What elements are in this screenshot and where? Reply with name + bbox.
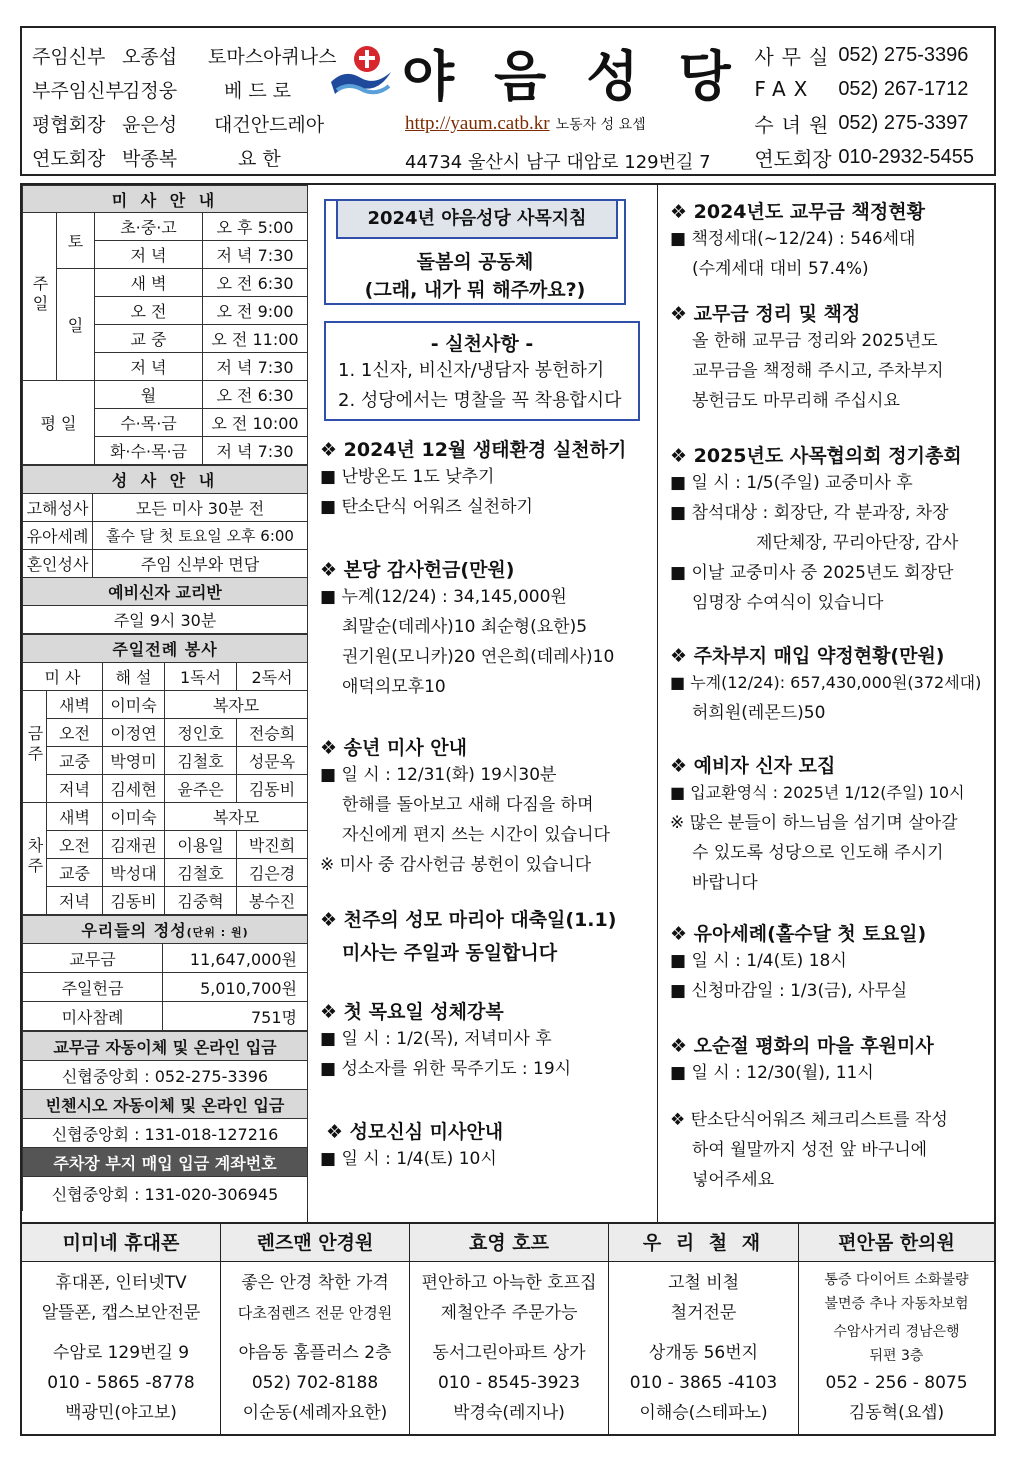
sacrament-value: 주임 신부와 면담 bbox=[93, 550, 308, 578]
notice-line: 올 한해 교무금 정리와 2025년도 bbox=[692, 331, 938, 351]
notice-title: ❖ 유아세례(홀수달 첫 토요일) bbox=[670, 923, 927, 945]
contact-row bbox=[754, 38, 974, 72]
sacrament-title: 성 사 안 내 bbox=[23, 466, 308, 494]
church-name: 야음성당 bbox=[402, 45, 771, 108]
liturgy-mass: 새벽 bbox=[47, 803, 103, 831]
ad-line: 박경숙(레지나) bbox=[453, 1403, 565, 1423]
staff-role: 주임신부 bbox=[32, 45, 106, 68]
staff-row bbox=[32, 38, 336, 72]
offering-value: 11,647,000원 bbox=[163, 944, 308, 973]
notice-catechumen-recruit bbox=[670, 751, 990, 898]
staff-role: 연도회장 bbox=[32, 147, 106, 170]
notice-benediction bbox=[320, 997, 653, 1084]
mass-time: 오 전 10:00 bbox=[203, 409, 308, 437]
notice-title: ❖ 본당 감사헌금(만원) bbox=[320, 559, 515, 581]
notice-title: ❖ 성모신심 미사안내 bbox=[326, 1121, 504, 1143]
next-week-label bbox=[23, 803, 47, 915]
offering-unit: (단위 : 원) bbox=[186, 926, 249, 939]
offering-name: 미사참례 bbox=[23, 1002, 163, 1031]
ad-line: 상개동 56번지 bbox=[648, 1343, 759, 1363]
liturgy-reader: 윤주은 bbox=[165, 775, 237, 803]
ad-line: 좋은 안경 착한 가격 bbox=[241, 1273, 389, 1293]
ad-title: 미미네 휴대폰 bbox=[22, 1224, 220, 1262]
mass-name: 수·목·금 bbox=[95, 409, 203, 437]
ad-line: 이순동(세례자요한) bbox=[242, 1403, 388, 1423]
staff-row bbox=[32, 72, 336, 106]
ad-line: 알뜰폰, 캡스보안전문 bbox=[41, 1303, 201, 1323]
account-title: 교무금 자동이체 및 온라인 입금 bbox=[23, 1032, 308, 1061]
mass-name: 새 벽 bbox=[95, 269, 203, 297]
notice-column-left bbox=[310, 185, 658, 1222]
notice-line: 제단체장, 꾸리아단장, 감사 bbox=[756, 533, 959, 553]
liturgy-mass: 오전 bbox=[47, 719, 103, 747]
ad-line: 김동혁(요셉) bbox=[848, 1403, 945, 1423]
sponsor-ads bbox=[20, 1224, 996, 1436]
ad-line: 제철안주 주문가능 bbox=[440, 1303, 578, 1323]
offering-table bbox=[22, 915, 308, 1031]
mass-time: 오 전 6:30 bbox=[203, 381, 308, 409]
contact-label: FAX bbox=[754, 77, 816, 101]
sacrament-name: 유아세례 bbox=[23, 522, 93, 550]
liturgy-commentator: 이미숙 bbox=[103, 691, 165, 719]
mass-name: 저 녁 bbox=[95, 241, 203, 269]
liturgy-reader: 김철호 bbox=[165, 859, 237, 887]
notice-title: ❖ 2025년도 사목협의회 정기총회 bbox=[670, 445, 962, 467]
notice-council-meeting bbox=[670, 441, 990, 618]
contact-label: 사무실 bbox=[754, 44, 837, 69]
notice-checklist bbox=[670, 1105, 990, 1195]
liturgy-reader: 김동비 bbox=[237, 775, 308, 803]
ad-line: 010 - 3865 -4103 bbox=[629, 1373, 778, 1393]
notice-year-end-mass bbox=[320, 733, 653, 880]
notice-line: ■ 일 시 : 1/4(토) 10시 bbox=[320, 1149, 497, 1169]
contact-value: 010-2932-5455 bbox=[838, 145, 974, 168]
mass-name: 초·중·고 bbox=[95, 213, 203, 241]
ad-phone-shop bbox=[22, 1224, 221, 1434]
ad-line: 다초점렌즈 전문 안경원 bbox=[237, 1304, 393, 1322]
notice-title: ❖ 2024년도 교무금 책정현황 bbox=[670, 201, 925, 223]
notice-line: 교무금을 책정해 주시고, 주차부지 bbox=[692, 361, 944, 381]
liturgy-mass: 교중 bbox=[47, 747, 103, 775]
notice-line: 한해를 돌아보고 새해 다짐을 하며 bbox=[342, 795, 594, 815]
notice-line: ■ 일 시 : 1/5(주일) 교중미사 후 bbox=[670, 473, 913, 493]
church-logo-icon bbox=[327, 42, 397, 102]
notice-line: ※ 많은 분들이 하느님을 섬기며 살아갈 bbox=[670, 813, 958, 833]
pastoral-policy-title: 2024년 야음성당 사목지침 bbox=[336, 199, 618, 239]
ad-line: 010 - 8545-3923 bbox=[437, 1373, 581, 1393]
notice-line: ■ 탄소단식 어워즈 실천하기 bbox=[320, 497, 533, 517]
liturgy-reader: 복자모 bbox=[165, 803, 308, 831]
notice-line: 하여 월말까지 성전 앞 바구니에 bbox=[692, 1140, 928, 1160]
notice-parking-pledge bbox=[670, 641, 990, 728]
notice-line: ■ 참석대상 : 회장단, 각 분과장, 차장 bbox=[670, 503, 949, 523]
offering-value: 5,010,700원 bbox=[163, 973, 308, 1002]
contact-list bbox=[754, 38, 974, 174]
notice-line: 바랍니다 bbox=[692, 873, 758, 893]
notice-title: ❖ 첫 목요일 성체강복 bbox=[320, 1001, 504, 1023]
sacrament-value: 모든 미사 30분 전 bbox=[93, 494, 308, 522]
sunday-label bbox=[23, 213, 57, 381]
account-number: 신협중앙회 : 131-020-306945 bbox=[23, 1177, 308, 1211]
account-number: 신협중앙회 : 052-275-3396 bbox=[23, 1061, 308, 1090]
liturgy-header: 해 설 bbox=[103, 663, 165, 691]
liturgy-reader: 복자모 bbox=[165, 691, 308, 719]
liturgy-commentator: 이정연 bbox=[103, 719, 165, 747]
sacrament-value: 홀수 달 첫 토요일 오후 6:00 bbox=[93, 522, 308, 550]
staff-saint: 요 한 bbox=[238, 147, 281, 170]
bulletin-body bbox=[20, 183, 996, 1224]
liturgy-mass: 저녁 bbox=[47, 887, 103, 915]
mass-name: 화·수·목·금 bbox=[95, 437, 203, 465]
notice-line: 최말순(데레사)10 최순형(요한)5 bbox=[342, 617, 588, 637]
staff-row bbox=[32, 106, 336, 140]
mass-schedule-title: 미 사 안 내 bbox=[23, 186, 308, 213]
contact-value: 052) 275-3397 bbox=[838, 111, 969, 134]
ad-line: 백광민(야고보) bbox=[65, 1403, 177, 1423]
ad-pub bbox=[410, 1224, 609, 1434]
mass-schedule-table bbox=[22, 185, 308, 465]
contact-row bbox=[754, 106, 974, 140]
notice-line: ❖ 탄소단식어워즈 체크리스트를 작성 bbox=[670, 1110, 948, 1130]
ad-line: 052 - 256 - 8075 bbox=[825, 1373, 968, 1393]
contact-value: 052) 275-3396 bbox=[838, 43, 969, 66]
notice-eco bbox=[320, 435, 653, 522]
church-address: 44734 울산시 남구 대암로 129번길 7 bbox=[405, 152, 711, 173]
notice-line: (수계세대 대비 57.4%) bbox=[692, 259, 869, 279]
notice-title: ❖ 주차부지 매입 약정현황(만원) bbox=[670, 645, 945, 667]
notice-line: ■ 신청마감일 : 1/3(금), 사무실 bbox=[670, 981, 908, 1001]
mass-time: 오 전 11:00 bbox=[203, 325, 308, 353]
bulletin-header bbox=[20, 26, 996, 176]
liturgy-table bbox=[22, 634, 308, 915]
sunday-label-text: 주일 bbox=[30, 274, 49, 315]
liturgy-commentator: 박성대 bbox=[103, 859, 165, 887]
liturgy-reader: 김중혁 bbox=[165, 887, 237, 915]
notice-line: 수 있도록 성당으로 인도해 주시기 bbox=[692, 843, 944, 863]
liturgy-commentator: 박영미 bbox=[103, 747, 165, 775]
staff-row bbox=[32, 140, 336, 174]
mass-name: 오 전 bbox=[95, 297, 203, 325]
ad-optician bbox=[221, 1224, 410, 1434]
notice-line: 허희원(레몬드)50 bbox=[692, 703, 826, 723]
contact-row bbox=[754, 72, 974, 106]
notice-line: 넣어주세요 bbox=[692, 1170, 775, 1190]
sunday-day-label: 일 bbox=[57, 269, 95, 381]
mass-time: 오 후 5:00 bbox=[203, 213, 308, 241]
ad-line: 철거전문 bbox=[670, 1303, 737, 1323]
catechumen-title: 예비신자 교리반 bbox=[23, 578, 308, 606]
notice-line: 권기원(모니카)20 연은희(데레사)10 bbox=[342, 647, 615, 667]
liturgy-commentator: 김세현 bbox=[103, 775, 165, 803]
ad-line: 동서그린아파트 상가 bbox=[432, 1343, 586, 1363]
mass-name: 교 중 bbox=[95, 325, 203, 353]
staff-name: 오종섭 bbox=[122, 45, 178, 68]
liturgy-header: 1독서 bbox=[165, 663, 237, 691]
notice-line: ■ 일 시 : 12/30(월), 11시 bbox=[670, 1063, 874, 1083]
notice-thanks-offering bbox=[320, 555, 653, 702]
practice-item: 2. 성당에서는 명찰을 꼭 착용합시다 bbox=[338, 390, 622, 411]
notice-line: ■ 난방온도 1도 낮추기 bbox=[320, 467, 495, 487]
liturgy-header: 미 사 bbox=[23, 663, 103, 691]
liturgy-commentator: 이미숙 bbox=[103, 803, 165, 831]
ad-oriental-clinic bbox=[799, 1224, 994, 1434]
liturgy-reader: 김철호 bbox=[165, 747, 237, 775]
next-week-label-text: 차주 bbox=[25, 836, 44, 877]
offering-name: 주일헌금 bbox=[23, 973, 163, 1002]
ad-line: 야음동 홈플러스 2층 bbox=[238, 1343, 392, 1363]
liturgy-commentator: 김재권 bbox=[103, 831, 165, 859]
this-week-label bbox=[23, 691, 47, 803]
website-line bbox=[405, 112, 646, 135]
mass-time: 저 녁 7:30 bbox=[203, 437, 308, 465]
ad-title: 렌즈맨 안경원 bbox=[221, 1224, 409, 1262]
notice-line: 자신에게 편지 쓰는 시간이 있습니다 bbox=[342, 825, 610, 845]
staff-role: 평협회장 bbox=[32, 113, 106, 136]
liturgy-commentator: 김동비 bbox=[103, 887, 165, 915]
mass-time: 오 전 9:00 bbox=[203, 297, 308, 325]
ad-line: 052) 702-8188 bbox=[251, 1373, 379, 1393]
offering-value: 751명 bbox=[163, 1002, 308, 1031]
notice-title: ❖ 예비자 신자 모집 bbox=[670, 755, 836, 777]
ad-line: 뒤편 3층 bbox=[869, 1348, 924, 1364]
offering-title-text: 우리들의 정성 bbox=[81, 921, 187, 940]
pastoral-motto: 돌봄의 공동체 bbox=[416, 251, 534, 273]
notice-line: 임명장 수여식이 있습니다 bbox=[692, 593, 884, 613]
weekday-label: 평 일 bbox=[23, 381, 95, 465]
notice-marian-mass bbox=[320, 1117, 653, 1174]
staff-saint: 토마스아퀴나스 bbox=[208, 45, 337, 68]
ad-line: 고철 비철 bbox=[667, 1273, 740, 1293]
offering-name: 교무금 bbox=[23, 944, 163, 973]
sacrament-table bbox=[22, 465, 308, 634]
website-link[interactable]: http://yaum.catb.kr bbox=[405, 113, 550, 134]
notice-solemnity bbox=[320, 905, 653, 965]
notice-title: ❖ 송년 미사 안내 bbox=[320, 737, 468, 759]
sacrament-name: 고해성사 bbox=[23, 494, 93, 522]
saturday-label: 토 bbox=[57, 213, 95, 269]
liturgy-mass: 저녁 bbox=[47, 775, 103, 803]
account-title: 주차장 부지 매입 입금 계좌번호 bbox=[23, 1148, 308, 1177]
liturgy-mass: 새벽 bbox=[47, 691, 103, 719]
ad-line: 편안하고 아늑한 호프집 bbox=[421, 1273, 597, 1293]
ad-line: 이해승(스테파노) bbox=[639, 1403, 768, 1423]
notice-title: ❖ 천주의 성모 마리아 대축일(1.1) bbox=[320, 909, 617, 931]
notice-line: 봉헌금도 마무리해 주십시요 bbox=[692, 391, 900, 411]
staff-role: 부주임신부 bbox=[32, 79, 124, 102]
this-week-label-text: 금주 bbox=[25, 724, 44, 765]
liturgy-reader: 이용일 bbox=[165, 831, 237, 859]
liturgy-reader: 박진희 bbox=[237, 831, 308, 859]
ad-scrap-metal bbox=[609, 1224, 799, 1434]
notice-line: ■ 성소자를 위한 묵주기도 : 19시 bbox=[320, 1059, 572, 1079]
notice-line: ■ 누계(12/24): 657,430,000원(372세대) bbox=[670, 673, 982, 692]
liturgy-header: 2독서 bbox=[237, 663, 308, 691]
staff-name: 박종복 bbox=[122, 147, 178, 170]
account-title: 빈첸시오 자동이체 및 온라인 입금 bbox=[23, 1090, 308, 1119]
liturgy-reader: 봉수진 bbox=[237, 887, 308, 915]
notice-line: ■ 일 시 : 1/2(목), 저녁미사 후 bbox=[320, 1029, 552, 1049]
offering-title bbox=[23, 916, 308, 944]
ad-line: 통증 다이어트 소화불량 bbox=[824, 1272, 969, 1288]
sacrament-name: 혼인성사 bbox=[23, 550, 93, 578]
contact-label: 수녀원 bbox=[754, 112, 837, 137]
liturgy-reader: 성문옥 bbox=[237, 747, 308, 775]
staff-saint: 베 드 로 bbox=[224, 79, 292, 102]
patron-saint: 노동자 성 요셉 bbox=[555, 117, 646, 133]
notice-title: ❖ 2024년 12월 생태환경 실천하기 bbox=[320, 439, 627, 461]
info-column bbox=[22, 185, 308, 1222]
contact-label: 연도회장 bbox=[754, 146, 832, 171]
notice-subtitle: 미사는 주일과 동일합니다 bbox=[342, 942, 558, 964]
notice-infant-baptism bbox=[670, 919, 990, 1006]
ad-line: 수암로 129번길 9 bbox=[52, 1343, 190, 1363]
contact-value: 052) 267-1712 bbox=[838, 77, 969, 100]
liturgy-reader: 김은경 bbox=[237, 859, 308, 887]
staff-saint: 대건안드레아 bbox=[214, 113, 325, 136]
ad-line: 불면증 추나 자동차보험 bbox=[824, 1296, 969, 1312]
practice-box bbox=[324, 321, 640, 421]
practice-title: - 실천사항 - bbox=[430, 333, 534, 355]
mass-name: 월 bbox=[95, 381, 203, 409]
notice-line: ■ 이날 교중미사 중 2025년도 회장단 bbox=[670, 563, 954, 583]
staff-name: 김정웅 bbox=[122, 79, 178, 102]
liturgy-reader: 정인호 bbox=[165, 719, 237, 747]
notice-line: ■ 일 시 : 1/4(토) 18시 bbox=[670, 951, 847, 971]
mass-time: 저 녁 7:30 bbox=[203, 353, 308, 381]
mass-time: 오 전 6:30 bbox=[203, 269, 308, 297]
ad-line: 수암사거리 경남은행 bbox=[833, 1324, 960, 1340]
ad-title: 우 리 철 재 bbox=[609, 1224, 798, 1262]
notice-column-right bbox=[660, 185, 994, 1222]
liturgy-mass: 교중 bbox=[47, 859, 103, 887]
pastoral-policy-box bbox=[324, 199, 626, 305]
notice-line: ■ 입교환영식 : 2025년 1/12(주일) 10시 bbox=[670, 783, 965, 802]
notice-line: ■ 책정세대(~12/24) : 546세대 bbox=[670, 229, 916, 249]
staff-name: 윤은성 bbox=[122, 113, 178, 136]
liturgy-mass: 오전 bbox=[47, 831, 103, 859]
pastoral-motto-sub: (그래, 내가 뭐 해주까요?) bbox=[364, 279, 586, 301]
ad-line: 휴대폰, 인터넷TV bbox=[55, 1273, 187, 1293]
mass-name: 저 녁 bbox=[95, 353, 203, 381]
liturgy-reader: 전승희 bbox=[237, 719, 308, 747]
notice-title: ❖ 교무금 정리 및 책정 bbox=[670, 303, 861, 325]
practice-item: 1. 1신자, 비신자/냉담자 봉헌하기 bbox=[338, 360, 605, 381]
account-number: 신협중앙회 : 131-018-127216 bbox=[23, 1119, 308, 1148]
catechumen-time: 주일 9시 30분 bbox=[23, 606, 308, 634]
notice-line: ※ 미사 중 감사헌금 봉헌이 있습니다 bbox=[320, 855, 592, 875]
ad-line: 010 - 5865 -8778 bbox=[47, 1373, 195, 1393]
notice-line: ■ 일 시 : 12/31(화) 19시30분 bbox=[320, 765, 557, 785]
ad-title: 효영 호프 bbox=[410, 1224, 608, 1262]
contact-row bbox=[754, 140, 974, 174]
notice-dues-settlement bbox=[670, 299, 990, 416]
notice-dues-status bbox=[670, 197, 990, 284]
mass-time: 저 녁 7:30 bbox=[203, 241, 308, 269]
notice-line: 애덕의모후10 bbox=[342, 677, 446, 697]
notice-title: ❖ 오순절 평화의 마을 후원미사 bbox=[670, 1035, 934, 1057]
staff-list bbox=[32, 38, 336, 174]
notice-line: ■ 누계(12/24) : 34,145,000원 bbox=[320, 587, 567, 607]
account-table bbox=[22, 1031, 308, 1211]
notice-peace-village bbox=[670, 1031, 990, 1088]
ad-title: 편안몸 한의원 bbox=[799, 1224, 994, 1262]
liturgy-title: 주일전례 봉사 bbox=[23, 635, 308, 663]
